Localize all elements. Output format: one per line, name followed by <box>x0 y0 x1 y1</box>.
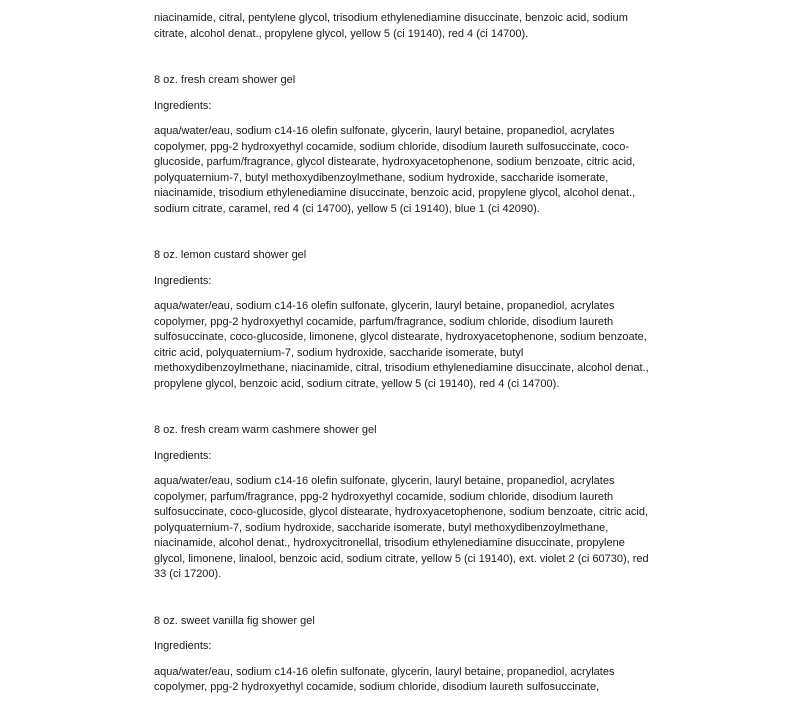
text-line: niacinamide, citral, pentylene glycol, trisodium ethylenediamine disuccinate, benzoic acid, sodium <box>154 12 628 24</box>
ingredients-label: Ingredients: <box>154 274 212 287</box>
text-line: copolymer, ppg-2 hydroxyethyl cocamide, sodium chloride, disodium laureth sulfosuccinate, coco- <box>154 140 630 153</box>
text-line: copolymer, parfum/fragrance, ppg-2 hydroxyethyl cocamide, sodium chloride, disodium laureth <box>154 490 614 503</box>
text-line: polyquaternium-7, butyl methoxydibenzoylmethane, sodium hydroxide, saccharide isomerate, <box>154 171 609 184</box>
text-line: aqua/water/eau, sodium c14-16 olefin sulfonate, glycerin, lauryl betaine, propanediol, acrylates <box>154 300 615 312</box>
ingredients-label: Ingredients: <box>154 449 212 462</box>
text-line: propylene glycol, benzoic acid, sodium citrate, yellow 5 (ci 19140), red 4 (ci 14700). <box>154 377 560 390</box>
text-line: aqua/water/eau, sodium c14-16 olefin sulfonate, glycerin, lauryl betaine, propanediol, acrylates <box>154 475 615 487</box>
text-line: polyquaternium-7, sodium hydroxide, saccharide isomerate, butyl methoxydibenzoylmethane, <box>154 521 609 534</box>
product-title: 8 oz. fresh cream warm cashmere shower gel <box>154 424 377 436</box>
ingredients-label: Ingredients: <box>154 99 212 112</box>
ingredients-label: Ingredients: <box>154 640 212 652</box>
product-fresh-cream-warm-cashmere <box>154 423 654 583</box>
ingredients-text <box>154 665 654 696</box>
text-line: sodium citrate, caramel, red 4 (ci 14700), yellow 5 (ci 19140), blue 1 (ci 42090). <box>154 202 540 215</box>
ingredients-text <box>154 474 654 583</box>
product-title: 8 oz. sweet vanilla fig shower gel <box>154 614 315 627</box>
text-line: glycol, limonene, linalool, benzoic acid, sodium citrate, yellow 5 (ci 19140), ext. violet 2 (ci 60730), red <box>154 552 649 565</box>
text-line: methoxydibenzoylmethane, niacinamide, citral, trisodium ethylenediamine disuccinate, alcohol denat., <box>154 362 649 374</box>
text-line: sulfosuccinate, coco-glucoside, limonene, glycol distearate, hydroxyacetophenone, sodium benzoate, <box>154 331 647 343</box>
product-lemon-custard <box>154 248 654 392</box>
text-line: copolymer, ppg-2 hydroxyethyl cocamide, sodium chloride, disodium laureth sulfosuccinate, <box>154 681 600 693</box>
text-line: 33 (ci 17200). <box>154 568 222 580</box>
product-sweet-vanilla-fig <box>154 614 654 696</box>
text-line: niacinamide, trisodium ethylenediamine disuccinate, benzoic acid, propylene glycol, alcohol denat., <box>154 187 636 199</box>
text-line: aqua/water/eau, sodium c14-16 olefin sulfonate, glycerin, lauryl betaine, propanediol, acrylates <box>154 125 615 137</box>
product-title: 8 oz. lemon custard shower gel <box>154 249 307 261</box>
text-line: sulfosuccinate, coco-glucoside, glycol distearate, hydroxyacetophenone, sodium benzoate, citric acid, <box>154 506 649 518</box>
text-line: citrate, alcohol denat., propylene glycol, yellow 5 (ci 19140), red 4 (ci 14700). <box>154 27 529 40</box>
text-line: copolymer, ppg-2 hydroxyethyl cocamide, parfum/fragrance, sodium chloride, disodium laureth <box>154 315 614 328</box>
text-line: niacinamide, alcohol denat., hydroxycitronellal, trisodium ethylenediamine disuccinate, propylene <box>154 537 625 549</box>
product-title: 8 oz. fresh cream shower gel <box>154 74 296 86</box>
text-line: aqua/water/eau, sodium c14-16 olefin sulfonate, glycerin, lauryl betaine, propanediol, acrylates <box>154 665 615 678</box>
text-line: citric acid, polyquaternium-7, sodium hydroxide, saccharide isomerate, butyl <box>154 346 524 359</box>
text-line: glucoside, parfum/fragrance, glycol distearate, hydroxyacetophenone, sodium benzoate, citric acid, <box>154 156 636 168</box>
lead-ingredients-continuation <box>154 11 654 42</box>
ingredients-text <box>154 299 654 392</box>
ingredients-text <box>154 124 654 217</box>
document-page <box>154 11 654 696</box>
product-fresh-cream <box>154 73 654 217</box>
